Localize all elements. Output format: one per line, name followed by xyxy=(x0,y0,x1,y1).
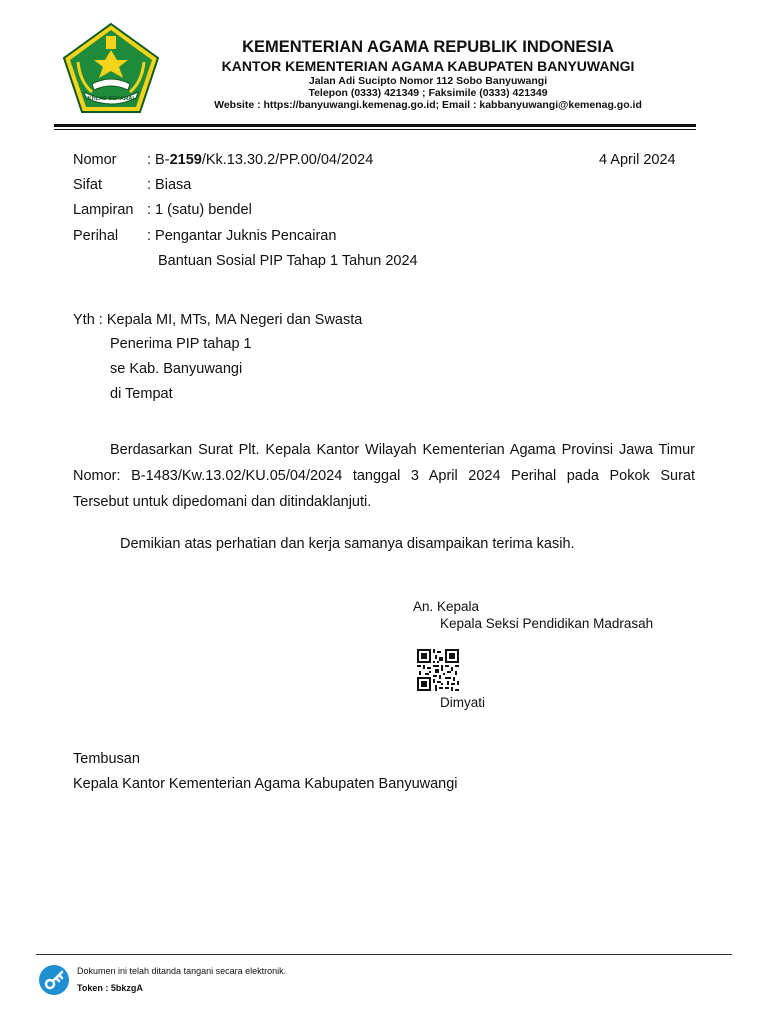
letterhead-divider-thin xyxy=(54,129,696,130)
nomor-label: Nomor xyxy=(73,152,117,168)
footer-esign-note: Dokumen ini telah ditanda tangani secara elektronik. xyxy=(77,966,287,976)
logo-motto: IKHLAS BERAMAL xyxy=(86,96,136,102)
bsre-signature-icon xyxy=(38,964,70,996)
letterhead-phone: Telepon (0333) 421349 ; Faksimile (0333) 421349 xyxy=(308,87,548,99)
signature-title: Kepala Seksi Pendidikan Madrasah xyxy=(440,616,654,631)
nomor-suffix: /Kk.13.30.2/PP.00/04/2024 xyxy=(201,152,374,168)
footer-token: Token : 5bkzgA xyxy=(77,983,143,993)
recipient-line-4: di Tempat xyxy=(110,386,173,402)
body-paragraph-1-text: Berdasarkan Surat Plt. Kepala Kantor Wilayah Kementerian Agama Provinsi Jawa Timur Nomor: B-1483/Kw.13.02/KU.05/04/2024 tanggal 3 April 2024 Perihal pada Pokok Surat Tersebut untuk dipedomani dan ditindaklanjuti. xyxy=(73,442,695,510)
signature-an: An. Kepala xyxy=(413,599,480,614)
lampiran-label: Lampiran xyxy=(73,202,134,218)
body-paragraph-2: Demikian atas perhatian dan kerja samanya disampaikan terima kasih. xyxy=(120,536,575,552)
letterhead-web-email: Website : https://banyuwangi.kemenag.go.id; Email : kabbanyuwangi@kemenag.go.id xyxy=(214,99,642,111)
nomor-value xyxy=(147,153,373,168)
kemenag-logo xyxy=(62,22,160,114)
letterhead-ministry: KEMENTERIAN AGAMA REPUBLIK INDONESIA xyxy=(242,38,614,56)
body-paragraph-1 xyxy=(73,437,695,515)
tembusan-item: Kepala Kantor Kementerian Agama Kabupaten Banyuwangi xyxy=(73,776,458,792)
letterhead-office: KANTOR KEMENTERIAN AGAMA KABUPATEN BANYUWANGI xyxy=(221,58,635,74)
letter-date: 4 April 2024 xyxy=(599,152,676,168)
signature-name: Dimyati xyxy=(440,695,486,710)
letterhead-divider-thick xyxy=(54,124,696,127)
lampiran-value: : 1 (satu) bendel xyxy=(147,202,252,218)
perihal-value-1: : Pengantar Juknis Pencairan xyxy=(147,228,337,244)
sifat-value: : Biasa xyxy=(147,177,192,193)
recipient-line-3: se Kab. Banyuwangi xyxy=(110,361,243,377)
footer-divider xyxy=(36,954,732,955)
recipient-line-2: Penerima PIP tahap 1 xyxy=(110,336,252,352)
perihal-value-2: Bantuan Sosial PIP Tahap 1 Tahun 2024 xyxy=(158,253,418,269)
letterhead-address: Jalan Adi Sucipto Nomor 112 Sobo Banyuwangi xyxy=(308,75,548,87)
recipient-line-1: Yth : Kepala MI, MTs, MA Negeri dan Swasta xyxy=(73,312,363,328)
nomor-number: 2159 xyxy=(169,152,202,168)
tembusan-label: Tembusan xyxy=(73,751,140,767)
qr-code xyxy=(417,649,459,691)
nomor-prefix: : B- xyxy=(147,152,170,168)
perihal-label: Perihal xyxy=(73,228,119,244)
sifat-label: Sifat xyxy=(73,177,103,193)
